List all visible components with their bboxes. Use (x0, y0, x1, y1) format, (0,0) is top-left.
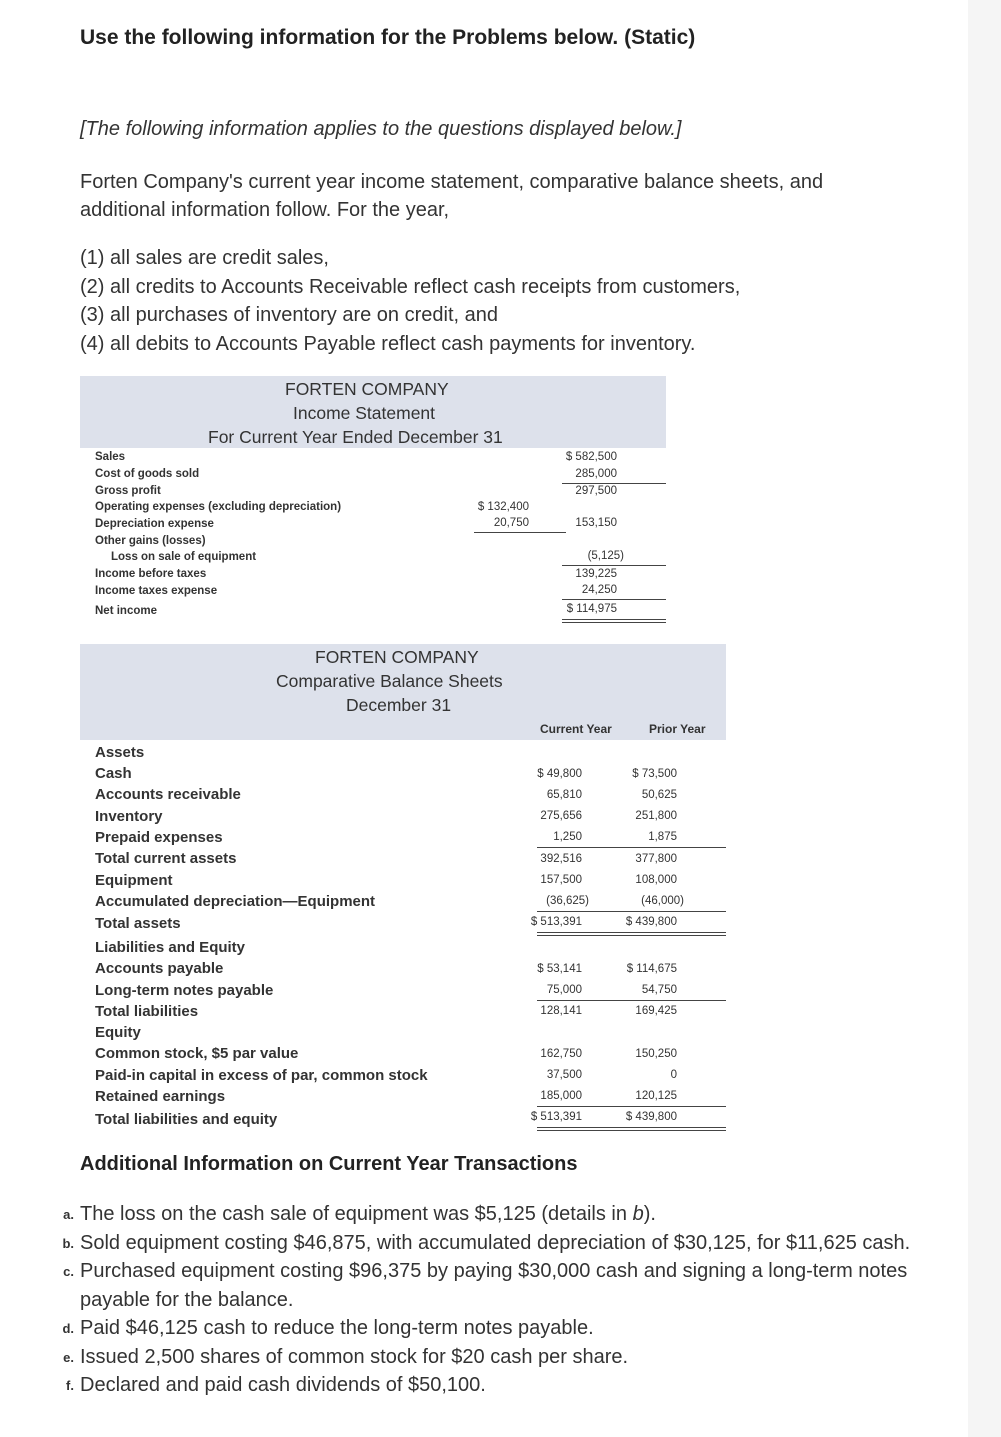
bs-current-value: $ 513,391 (530, 916, 582, 928)
is-row-label: Operating expenses (excluding depreciation) (95, 501, 342, 513)
is-row-label: Sales (95, 451, 126, 463)
bs-prior-value: $ 73,500 (632, 768, 677, 780)
bs-row-label: Accumulated depreciation—Equipment (95, 893, 376, 910)
bs-current-value: 1,250 (553, 831, 582, 843)
condition-item: (3) all purchases of inventory are on credit, and (80, 304, 498, 326)
is-row-label: Gross profit (95, 485, 161, 497)
item-text: The loss on the cash sale of equipment was $5,125 (details in (80, 1203, 633, 1225)
bs-prior-value: 54,750 (641, 984, 677, 996)
is-value: 285,000 (575, 468, 617, 480)
item-text: ). (643, 1203, 656, 1225)
double-underline-top (537, 1127, 726, 1128)
bs-prior-value: 377,800 (635, 853, 677, 865)
item-letter: b. (62, 1235, 74, 1251)
bs-prior-value: $ 114,675 (626, 963, 677, 975)
bs-prior-value: 150,250 (635, 1048, 677, 1060)
item-letter: a. (63, 1207, 74, 1222)
bs-prior-value: 169,425 (635, 1005, 677, 1017)
intro-note: [The following information applies to the questions displayed below.] (80, 118, 682, 140)
double-underline-bottom (537, 1130, 726, 1131)
is-value: 153,150 (575, 517, 617, 529)
intro-paragraph (80, 168, 950, 224)
column-header-prior-year: Prior Year (649, 722, 706, 736)
bs-current-value: 392,516 (540, 853, 582, 865)
is-row-label: Other gains (losses) (95, 535, 206, 547)
bs-row-label: Equipment (95, 872, 173, 889)
list-item (56, 1200, 966, 1229)
bs-row-label: Common stock, $5 par value (95, 1045, 299, 1062)
is-value: $ 132,400 (477, 501, 529, 513)
bs-current-value: 128,141 (540, 1005, 582, 1017)
balance-sheet-header (80, 644, 726, 740)
bs-row-label: Inventory (95, 808, 163, 825)
bs-prior-value: $ 439,800 (625, 916, 677, 928)
bs-prior-value: 108,000 (635, 874, 677, 886)
bs-current-value: $ 513,391 (530, 1111, 582, 1123)
list-item (56, 1229, 966, 1258)
income-statement-header (80, 376, 666, 448)
underline (562, 565, 666, 566)
underline (537, 1106, 726, 1107)
is-period: For Current Year Ended December 31 (208, 427, 503, 447)
is-value: 297,500 (575, 485, 617, 497)
is-row-label: Income before taxes (95, 568, 207, 580)
is-value: $ 582,500 (565, 451, 617, 463)
is-value: 20,750 (493, 517, 529, 529)
bs-prior-value: $ 439,800 (625, 1111, 677, 1123)
list-item (56, 1314, 966, 1343)
bs-current-value: $ 49,800 (537, 768, 582, 780)
bs-row-label: Accounts payable (95, 960, 224, 977)
bs-current-value: 65,810 (546, 789, 582, 801)
bs-current-value: 185,000 (540, 1090, 582, 1102)
bs-statement-name: Comparative Balance Sheets (276, 671, 503, 691)
bs-section-label: Equity (95, 1024, 141, 1041)
bs-row-label: Total liabilities and equity (95, 1111, 278, 1128)
bs-current-value: (36,625) (546, 895, 589, 907)
item-text: Purchased equipment costing $96,375 by paying $30,000 cash and signing a long-term notes payable for the balance. (80, 1260, 908, 1311)
list-item (56, 1371, 966, 1400)
bs-current-value: 162,750 (540, 1048, 582, 1060)
bs-row-label: Prepaid expenses (95, 829, 223, 846)
bs-row-label: Cash (95, 765, 132, 782)
is-value: 139,225 (575, 568, 617, 580)
underline (537, 847, 726, 848)
is-row-label: Depreciation expense (95, 518, 214, 530)
list-item (56, 1257, 966, 1314)
bs-prior-value: (46,000) (641, 895, 684, 907)
bs-section-label: Liabilities and Equity (95, 939, 246, 956)
item-letter: d. (62, 1321, 74, 1336)
bs-prior-value: 50,625 (641, 789, 677, 801)
underline (537, 911, 726, 912)
bs-row-label: Total liabilities (95, 1003, 199, 1020)
column-header-current-year: Current Year (540, 722, 612, 736)
bs-row-label: Long-term notes payable (95, 982, 274, 999)
is-company-name: FORTEN COMPANY (285, 379, 449, 399)
page-title: Use the following information for the Problems below. (Static) (80, 26, 696, 49)
bs-prior-value: 0 (670, 1069, 677, 1081)
underline (537, 1000, 726, 1001)
paragraph-line: Forten Company's current year income statement, comparative balance sheets, and (80, 171, 824, 193)
double-underline-top (537, 932, 726, 933)
bs-date: December 31 (346, 695, 452, 715)
item-text: Declared and paid cash dividends of $50,100. (80, 1374, 486, 1396)
item-text: Paid $46,125 cash to reduce the long-term notes payable. (80, 1317, 594, 1339)
underline (474, 532, 566, 533)
bs-section-label: Assets (95, 744, 145, 761)
item-letter: f. (66, 1378, 74, 1393)
bs-current-value: $ 53,141 (537, 963, 582, 975)
additional-info-list (56, 1200, 966, 1400)
bs-row-label: Retained earnings (95, 1088, 226, 1105)
double-underline-top (562, 619, 666, 620)
paragraph-line: additional information follow. For the year, (80, 199, 450, 221)
condition-item: (1) all sales are credit sales, (80, 247, 329, 269)
bs-company-name: FORTEN COMPANY (315, 647, 479, 667)
bs-prior-value: 120,125 (635, 1090, 677, 1102)
bs-row-label: Total assets (95, 915, 181, 932)
item-text: Sold equipment costing $46,875, with accumulated depreciation of $30,125, for $11,625 cash. (80, 1231, 911, 1254)
bs-current-value: 275,656 (540, 810, 582, 822)
is-value: 24,250 (581, 584, 617, 596)
bs-prior-value: 251,800 (635, 810, 677, 822)
list-item (56, 1343, 966, 1372)
underline (562, 599, 666, 600)
bs-current-value: 75,000 (546, 984, 582, 996)
bs-prior-value: 1,875 (648, 831, 677, 843)
conditions-list (80, 244, 950, 358)
double-underline-bottom (537, 935, 726, 936)
item-letter: c. (63, 1264, 74, 1279)
item-text: Issued 2,500 shares of common stock for $20 cash per share. (80, 1345, 629, 1368)
is-value: $ 114,975 (566, 603, 617, 615)
bs-current-value: 37,500 (546, 1069, 582, 1081)
is-row-label: Loss on sale of equipment (111, 551, 257, 563)
is-statement-name: Income Statement (293, 403, 436, 423)
bs-row-label: Accounts receivable (95, 786, 241, 803)
additional-info-title: Additional Information on Current Year Transactions (80, 1153, 578, 1175)
item-text-italic: b (632, 1203, 644, 1225)
bs-row-label: Total current assets (95, 850, 237, 867)
is-row-label: Net income (95, 605, 157, 617)
condition-item: (4) all debits to Accounts Payable reflect cash payments for inventory. (80, 332, 696, 355)
bs-current-value: 157,500 (540, 874, 582, 886)
double-underline-bottom (562, 622, 666, 623)
is-row-label: Income taxes expense (95, 585, 218, 597)
is-row-label: Cost of goods sold (95, 468, 200, 480)
underline (562, 483, 666, 484)
item-letter: e. (63, 1349, 74, 1365)
bs-row-label: Paid-in capital in excess of par, common stock (95, 1067, 428, 1084)
is-value: (5,125) (587, 550, 624, 562)
condition-item: (2) all credits to Accounts Receivable reflect cash receipts from customers, (80, 275, 741, 298)
